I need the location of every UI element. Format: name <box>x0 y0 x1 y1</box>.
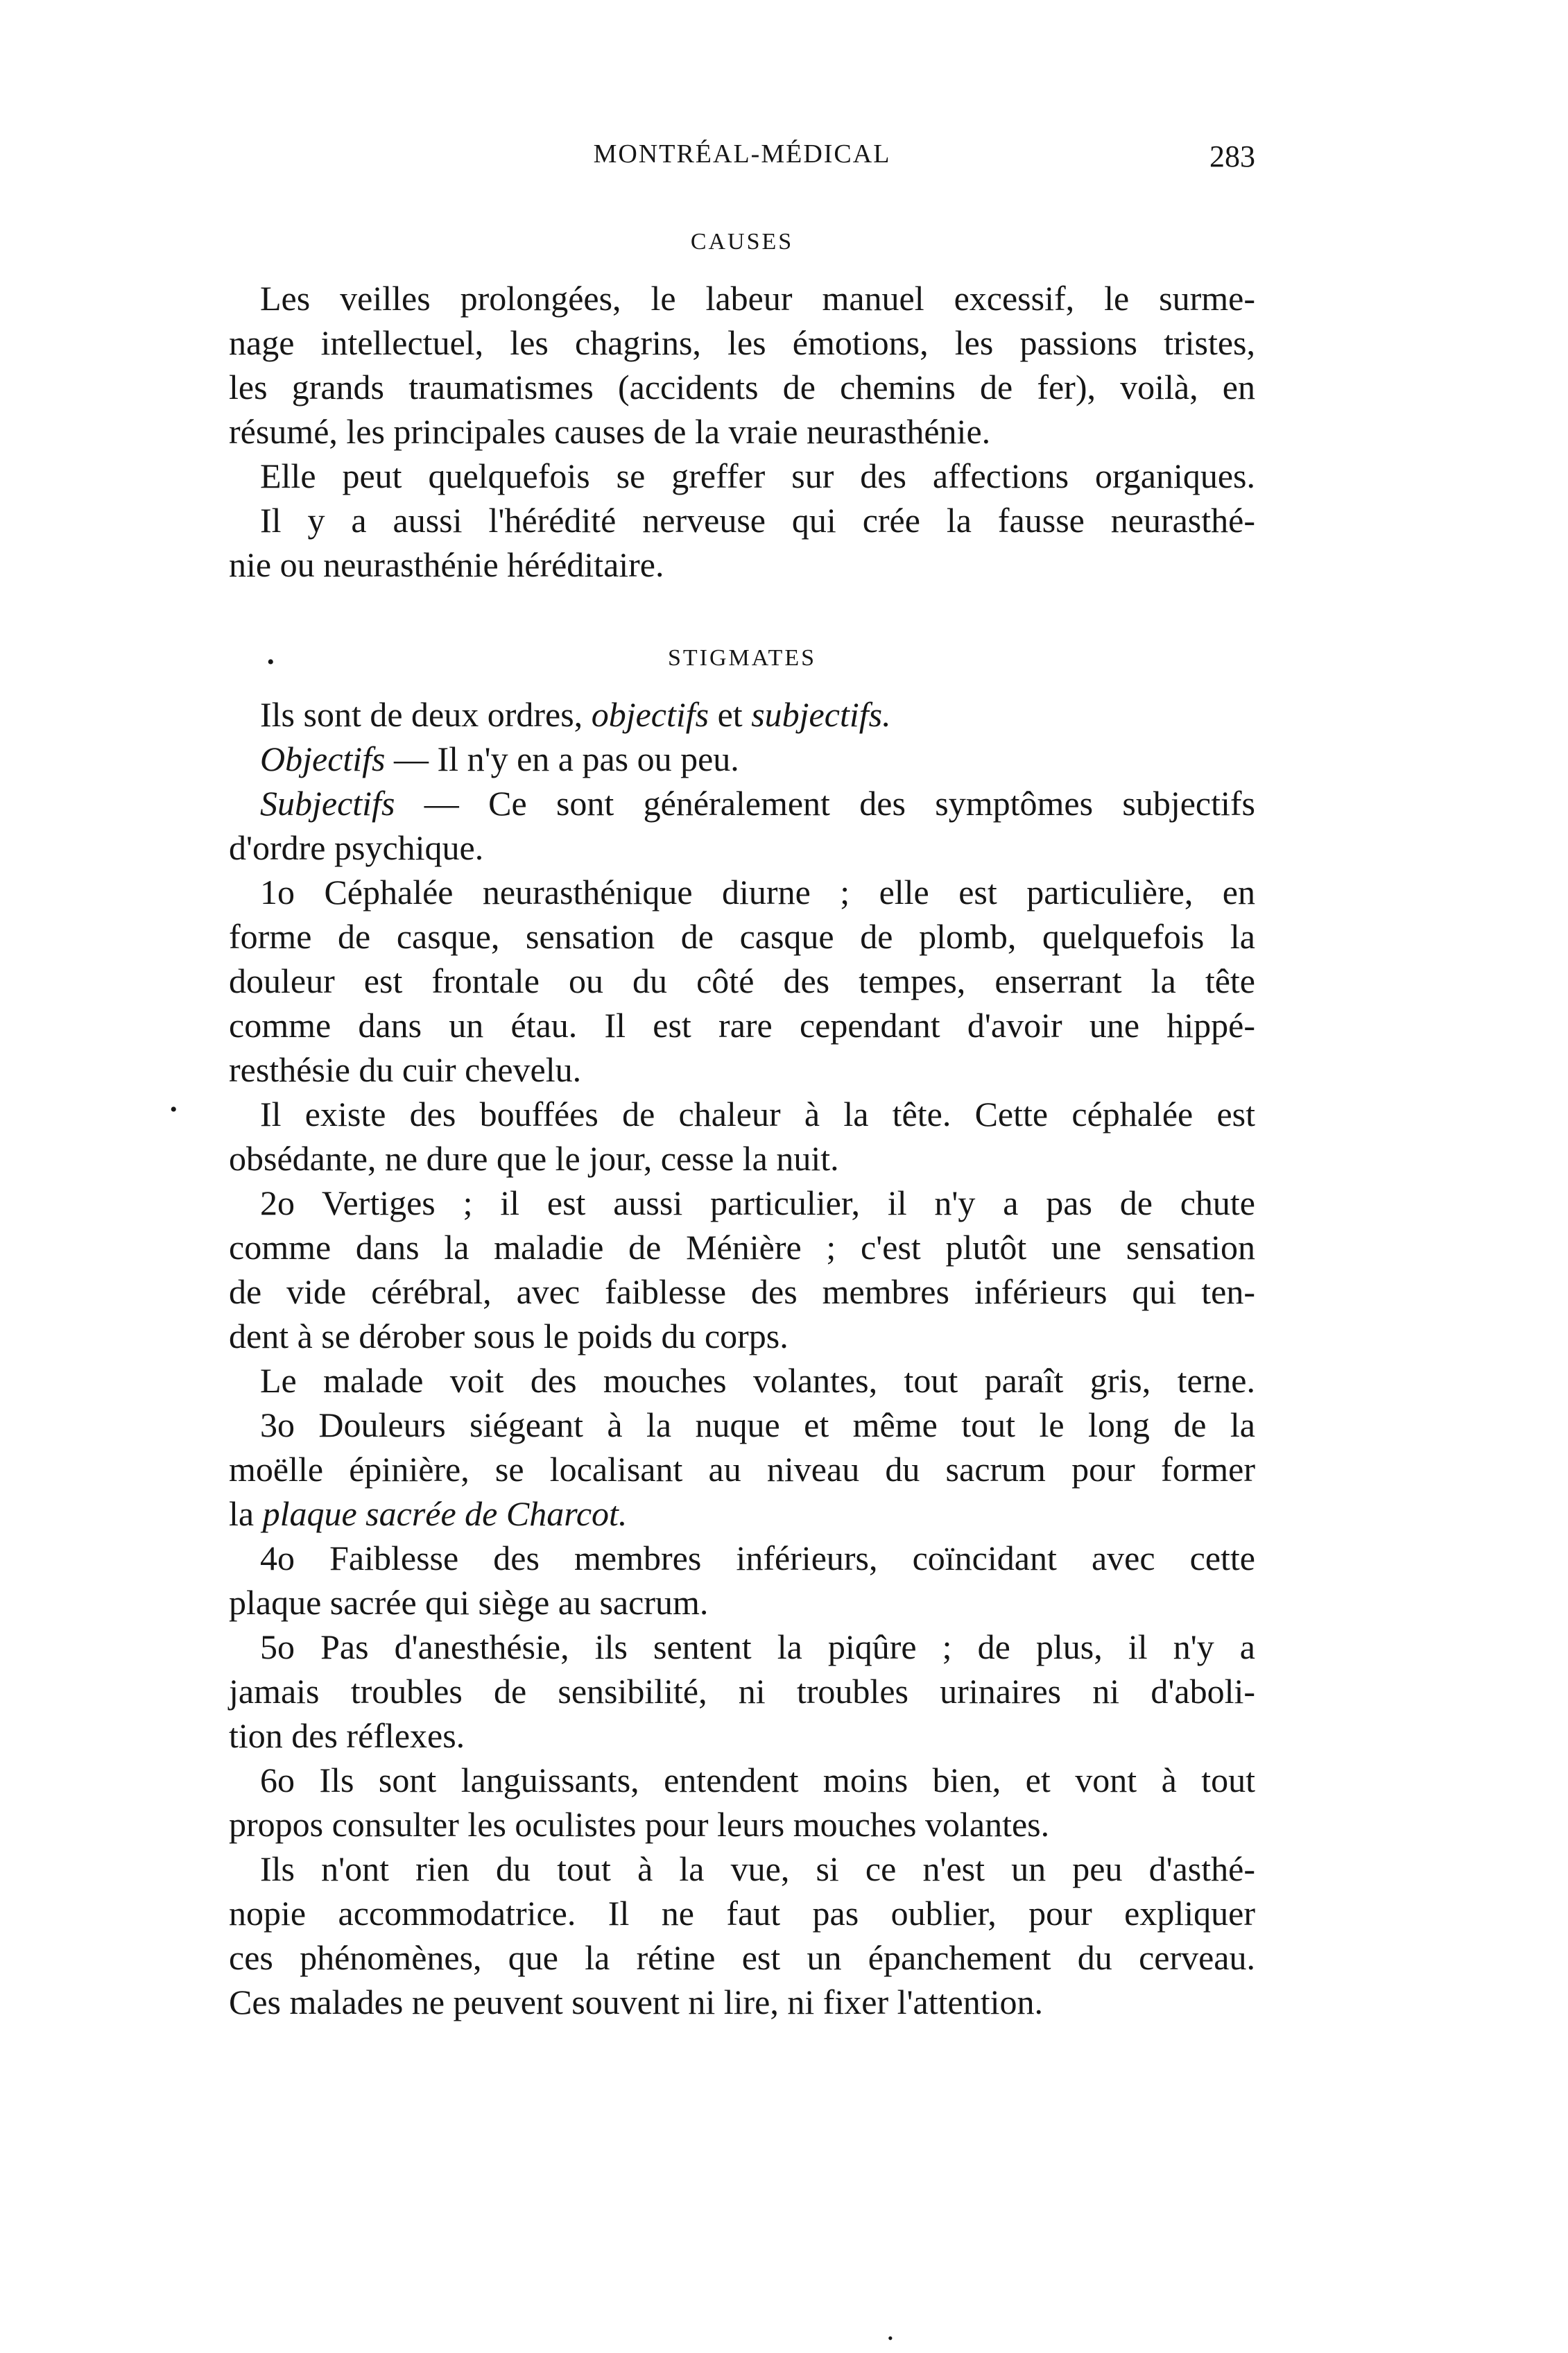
text-line: comme dans un étau. Il est rare cependant d'avoir une hippé- <box>229 1006 1255 1045</box>
objectifs-text: — Il n'y en a pas ou peu. <box>394 739 739 778</box>
text-line: Le malade voit des mouches volantes, tout paraît gris, terne. <box>260 1361 1255 1400</box>
text-line: 6o Ils sont languissants, entendent moins bien, et vont à tout <box>260 1761 1255 1799</box>
text-line: les grands traumatismes (accidents de chemins de fer), voilà, en <box>229 368 1255 407</box>
text-line: forme de casque, sensation de casque de plomb, quelquefois la <box>229 917 1255 956</box>
text-line: Ils n'ont rien du tout à la vue, si ce n'est un peu d'asthé- <box>260 1849 1255 1888</box>
text-line: 3o Douleurs siégeant à la nuque et même tout le long de la <box>260 1405 1255 1444</box>
subjectifs-text: — Ce sont généralement des symptômes subjectifs <box>424 784 1255 823</box>
stigmates-text <box>229 692 1255 2024</box>
text-line: Il y a aussi l'hérédité nerveuse qui crée la fausse neurasthé- <box>260 501 1255 540</box>
intro-subjectifs: subjectifs. <box>751 695 891 734</box>
text-line: 5o Pas d'anesthésie, ils sentent la piqûre ; de plus, il n'y a <box>260 1627 1255 1666</box>
text-line: obsédante, ne dure que le jour, cesse la nuit. <box>229 1139 839 1178</box>
text-line: comme dans la maladie de Ménière ; c'est plutôt une sensation <box>229 1228 1255 1267</box>
text-line: propos consulter les oculistes pour leurs mouches volantes. <box>229 1805 1050 1844</box>
text-line: d'ordre psychique. <box>229 828 484 867</box>
text-line: Il existe des bouffées de chaleur à la tête. Cette céphalée est <box>260 1095 1255 1133</box>
section-heading-causes: CAUSES <box>690 229 794 255</box>
text-line: nie ou neurasthénie héréditaire. <box>229 545 664 584</box>
stray-mark: • <box>888 2329 893 2347</box>
text-line: Les veilles prolongées, le labeur manuel excessif, le surme- <box>260 279 1255 318</box>
text-line <box>229 1491 1255 1536</box>
journal-title: MONTRÉAL-MÉDICAL <box>593 139 891 169</box>
intro-objectifs: objectifs <box>591 695 709 734</box>
causes-text <box>229 276 1255 587</box>
plaque-prefix: la <box>229 1494 255 1533</box>
intro-text: Ils sont de deux ordres, <box>260 695 583 734</box>
text-line: résumé, les principales causes de la vraie neurasthénie. <box>229 412 991 451</box>
text-line: nopie accommodatrice. Il ne faut pas oublier, pour expliquer <box>229 1894 1255 1933</box>
page-number: 283 <box>1209 139 1255 173</box>
text-line: tion des réflexes. <box>229 1716 465 1755</box>
text-line: moëlle épinière, se localisant au niveau du sacrum pour former <box>229 1450 1255 1489</box>
text-line: 4o Faiblesse des membres inférieurs, coïncidant avec cette <box>260 1539 1255 1577</box>
text-line: Elle peut quelquefois se greffer sur des affections organiques. <box>260 456 1255 495</box>
text-line: 2o Vertiges ; il est aussi particulier, il n'y a pas de chute <box>260 1183 1255 1222</box>
objectifs-label: Objectifs <box>260 739 386 778</box>
plaque-sacree-charcot: plaque sacrée de Charcot. <box>262 1494 628 1533</box>
stray-mark: • <box>170 1098 178 1121</box>
text-line: dent à se dérober sous le poids du corps. <box>229 1317 789 1355</box>
subjectifs-label: Subjectifs <box>260 784 395 823</box>
stray-mark: • <box>267 651 275 674</box>
text-line: 1o Céphalée neurasthénique diurne ; elle est particulière, en <box>260 873 1255 912</box>
running-header <box>229 139 1255 180</box>
text-line: plaque sacrée qui siège au sacrum. <box>229 1583 709 1622</box>
text-line: douleur est frontale ou du côté des tempes, enserrant la tête <box>229 961 1255 1000</box>
text-line: ces phénomènes, que la rétine est un épanchement du cerveau. <box>229 1938 1255 1977</box>
text-line <box>229 692 1255 737</box>
text-line <box>229 737 1255 781</box>
text-line <box>229 781 1255 825</box>
text-line: resthésie du cuir chevelu. <box>229 1050 582 1089</box>
text-line: Ces malades ne peuvent souvent ni lire, ni fixer l'attention. <box>229 1983 1043 2021</box>
text-line: de vide cérébral, avec faiblesse des membres inférieurs qui ten- <box>229 1272 1255 1311</box>
text-line: jamais troubles de sensibilité, ni troubles urinaires ni d'aboli- <box>229 1672 1255 1711</box>
section-heading-stigmates: STIGMATES <box>667 645 817 671</box>
intro-et: et <box>717 695 743 734</box>
text-line: nage intellectuel, les chagrins, les émotions, les passions tristes, <box>229 323 1255 362</box>
